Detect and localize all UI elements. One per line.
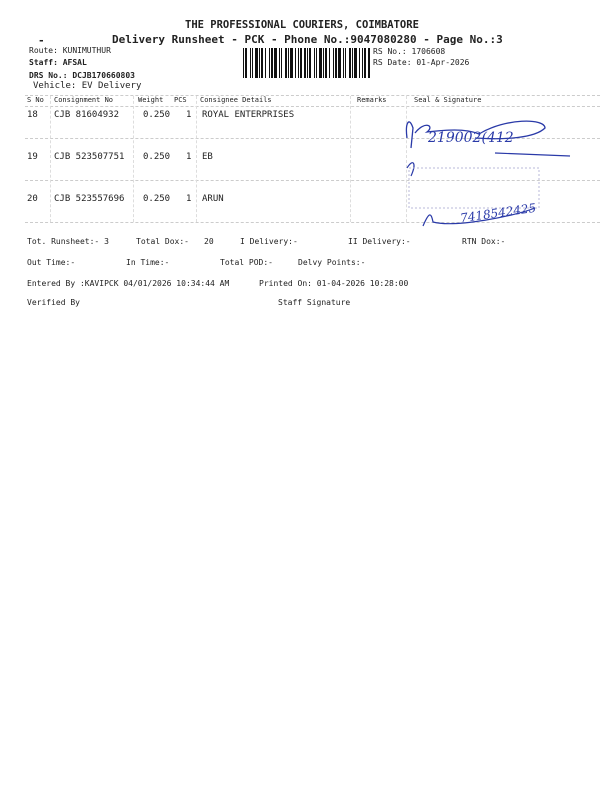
barcode-bar <box>368 48 370 78</box>
barcode-bar <box>345 48 346 78</box>
row-weight: 0.250 <box>143 194 171 204</box>
barcode-bar <box>245 48 247 78</box>
staff: Staff: AFSAL <box>29 58 87 67</box>
barcode-bar <box>259 48 260 78</box>
barcode-bar <box>255 48 258 78</box>
barcode-bar <box>295 48 296 78</box>
barcode-bar <box>319 48 322 78</box>
barcode-bar <box>335 48 337 78</box>
rs-no: RS No.: 1706608 <box>373 47 446 56</box>
barcode-bar <box>354 48 357 78</box>
row-pcs: 1 <box>186 110 192 120</box>
barcode <box>243 48 371 78</box>
row-consignment: CJB 523557696 <box>54 194 125 204</box>
barcode-bar <box>288 48 289 78</box>
company-title: THE PROFESSIONAL COURIERS, COIMBATORE <box>185 19 419 31</box>
row-pcs: 1 <box>186 194 192 204</box>
row-pcs: 1 <box>186 152 192 162</box>
row-consignee: EB <box>202 152 213 162</box>
row-weight: 0.250 <box>143 110 171 120</box>
ii-delivery: II Delivery:- <box>348 237 411 246</box>
barcode-bar <box>349 48 351 78</box>
vehicle: Vehicle: EV Delivery <box>33 81 142 91</box>
barcode-bar <box>250 48 251 78</box>
out-time: Out Time:- <box>27 258 76 267</box>
barcode-bar <box>252 48 253 78</box>
barcode-bar <box>333 48 334 78</box>
col-consignment: Consignment No <box>54 96 114 104</box>
barcode-bar <box>281 48 282 78</box>
runsheet-page: THE PROFESSIONAL COURIERS, COIMBATORE ‑ Delivery Runsheet - PCK - Phone No.:9047080280 - Page No.:3 Route: KUNIMUTHUR Staff: AFSAL DRS No.: DCJB170660803 Vehicle: EV Delivery RS No.: 1706608 RS Date: 01-Apr-2026 S No Consignment No Weight PCS Consignee Details Remarks Seal & Signature 18 CJB 81604932 0.250 1 ROYAL ENTERPRISES 19 CJB 523507751 0.250 1 EB 20 CJB 523557696 0.250 1 ARUN 219002(412 7418542425 Tot. Runsheet:- 3 Total Dox:- 20 I Delivery:- II Delivery:- RTN Dox:- Out Time:- In Time:- Total POD:- Delvy Points:- Entered By :KAVIPCK 04/01/2026 10:34:44 AM Printed On: 01-04-2026 10:28:00 Verified By Staff Signature <box>0 0 600 800</box>
barcode-bar <box>285 48 287 78</box>
tot-runsheet: Tot. Runsheet:- 3 <box>27 237 109 246</box>
col-remarks: Remarks <box>357 96 387 104</box>
barcode-bar <box>243 48 244 78</box>
barcode-bar <box>298 48 299 78</box>
barcode-bar <box>274 48 277 78</box>
barcode-bar <box>304 48 306 78</box>
printed-on: Printed On: 01-04-2026 10:28:00 <box>259 279 409 288</box>
barcode-bar <box>279 48 280 78</box>
barcode-bar <box>300 48 302 78</box>
barcode-bar <box>364 48 366 78</box>
barcode-bar <box>265 48 266 78</box>
runsheet-subtitle: Delivery Runsheet - PCK - Phone No.:9047080280 - Page No.:3 <box>112 33 503 46</box>
entered-by: Entered By :KAVIPCK 04/01/2026 10:34:44 AM <box>27 279 230 288</box>
rs-date: RS Date: 01-Apr-2026 <box>373 58 470 67</box>
row-sno: 20 <box>27 194 38 204</box>
barcode-bar <box>329 48 330 78</box>
delvy-points: Delvy Points:- <box>298 258 366 267</box>
total-pod: Total POD:- <box>220 258 273 267</box>
col-consignee: Consignee Details <box>200 96 272 104</box>
rtn-dox: RTN Dox:- <box>462 237 506 246</box>
drs-no: DRS No.: DCJB170660803 <box>29 71 135 80</box>
row-consignee: ARUN <box>202 194 224 204</box>
barcode-bar <box>314 48 315 78</box>
barcode-bar <box>338 48 341 78</box>
barcode-bar <box>261 48 263 78</box>
barcode-bar <box>325 48 327 78</box>
row-weight: 0.250 <box>143 152 171 162</box>
staff-signature: Staff Signature <box>278 298 351 307</box>
barcode-bar <box>359 48 360 78</box>
signature-number-2: 7418542425 <box>459 200 537 226</box>
row-sno: 18 <box>27 110 38 120</box>
signature-number-1: 219002(412 <box>428 130 514 146</box>
barcode-bar <box>323 48 324 78</box>
col-sno: S No <box>27 96 44 104</box>
row-consignee: ROYAL ENTERPRISES <box>202 110 295 120</box>
barcode-bar <box>352 48 353 78</box>
barcode-bar <box>307 48 308 78</box>
row-consignment: CJB 81604932 <box>54 110 120 120</box>
col-pcs: PCS <box>174 96 187 104</box>
route: Route: KUNIMUTHUR <box>29 46 111 55</box>
col-weight: Weight <box>138 96 164 104</box>
barcode-bar <box>271 48 273 78</box>
barcode-bar <box>316 48 317 78</box>
row-consignment: CJB 523507751 <box>54 152 125 162</box>
barcode-bar <box>269 48 270 78</box>
total-dox-value: 20 <box>204 237 214 246</box>
col-seal-signature: Seal & Signature <box>414 96 482 104</box>
barcode-bar <box>309 48 311 78</box>
barcode-bar <box>290 48 293 78</box>
total-dox: Total Dox:- <box>136 237 189 246</box>
barcode-bar <box>343 48 344 78</box>
verified-by: Verified By <box>27 298 80 307</box>
row-sno: 19 <box>27 152 38 162</box>
i-delivery: I Delivery:- <box>240 237 298 246</box>
in-time: In Time:- <box>126 258 170 267</box>
barcode-bar <box>362 48 363 78</box>
